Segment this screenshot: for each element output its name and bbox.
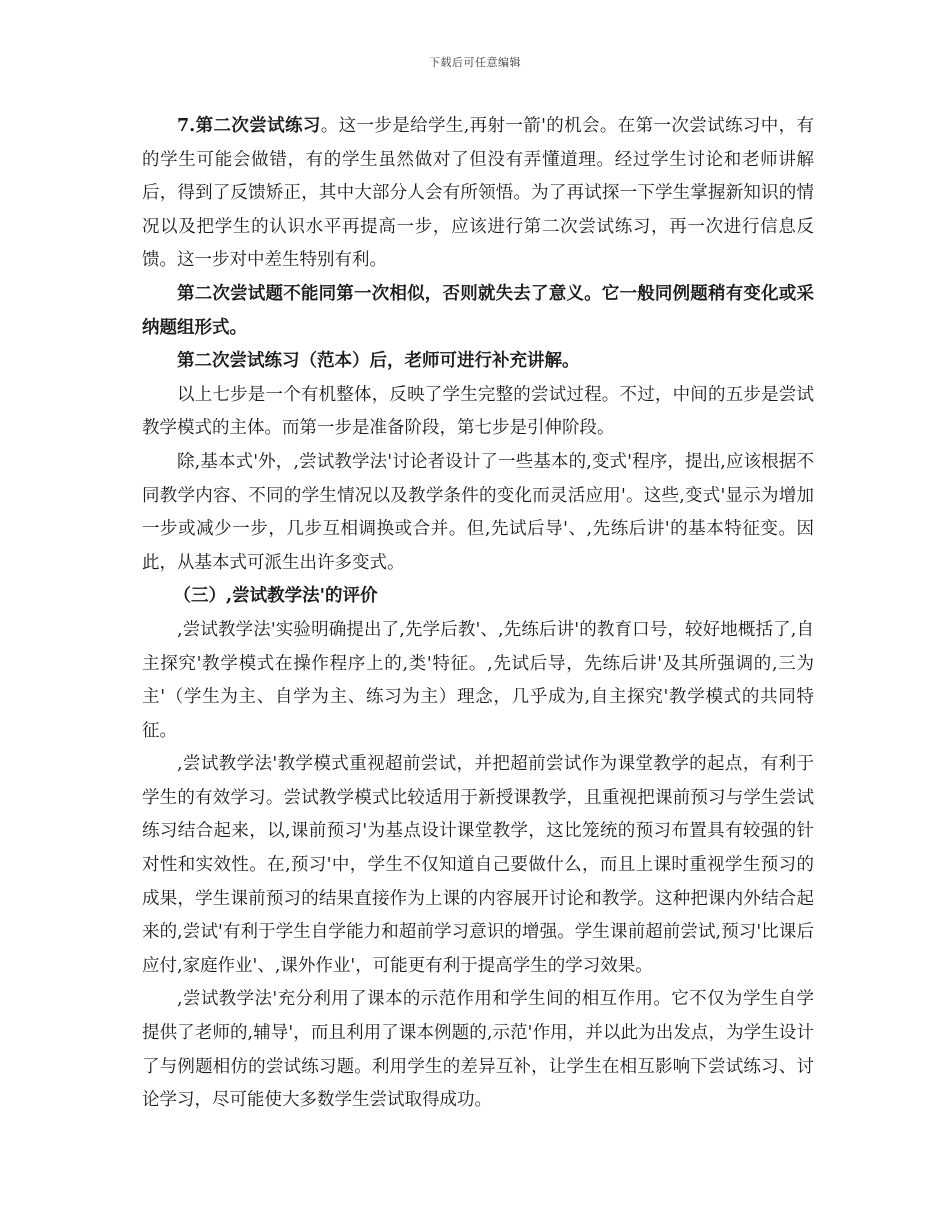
paragraph-evaluation-2: ,尝试教学法'教学模式重视超前尝试，并把超前尝试作为课堂教学的起点，有利于学生的有效学习。尝试教学模式比较适用于新授课教学，且重视把课前预习与学生尝试练习结合起来，以,课前预习'为基点设计课堂教学，这比笼统的预习布置具有较强的针对性和实效性。在,预习'中，学生不仅知道自己要做什么，而且上课时重视学生预习的成果，学生课前预习的结果直接作为上课的内容展开讨论和教学。这种把课内外结合起来的,尝试'有利于学生自学能力和超前学习意识的增强。学生课前超前尝试,预习'比课后应付,家庭作业'、,课外作业'，可能更有利于提高学生的学习效果。 — [142, 754, 814, 976]
paragraph-seven-steps-summary: 以上七步是一个有机整体，反映了学生完整的尝试过程。不过，中间的五步是尝试教学模式的主体。而第一步是准备阶段，第七步是引伸阶段。 — [142, 384, 814, 439]
document-body — [142, 110, 814, 1118]
paragraph-variants: 除,基本式'外，,尝试教学法'讨论者设计了一些基本的,变式'程序，提出,应该根据不同教学内容、不同的学生情况以及教学条件的变化而灵活应用'。这些,变式'显示为增加一步或减少一步，几步互相调换或合并。但,先试后导'、,先练后讲'的基本特征变。因此，从基本式可派生出许多变式。 — [142, 451, 814, 573]
paragraph-evaluation-1: ,尝试教学法'实验明确提出了,先学后教'、,先练后讲'的教育口号，较好地概括了,自主探究'教学模式在操作程序上的,类'特征。,先试后导，先练后讲'及其所强调的,三为主'（学生为主、自学为主、练习为主）理念，几乎成为,自主探究'教学模式的共同特征。 — [142, 619, 814, 741]
paragraph-second-attempt-rule: 第二次尝试题不能同第一次相似，否则就失去了意义。它一般同例题稍有变化或采纳题组形式。 — [142, 283, 814, 338]
page-header: 下载后可任意编辑 — [429, 56, 521, 69]
paragraph-evaluation-3: ,尝试教学法'充分利用了课本的示范作用和学生间的相互作用。它不仅为学生自学提供了老师的,辅导'，而且利用了课本例题的,示范'作用，并以此为出发点，为学生设计了与例题相仿的尝试练习题。利用学生的差异互补，让学生在相互影响下尝试练习、讨论学习，尽可能使大多数学生尝试取得成功。 — [142, 989, 814, 1111]
paragraph-step-seven — [142, 110, 814, 278]
paragraph-supplementary-explanation: 第二次尝试练习（范本）后，老师可进行补充讲解。 — [177, 351, 580, 372]
section-heading-evaluation: （三）,尝试教学法'的评价 — [173, 586, 378, 607]
step-seven-text: 。这一步是给学生,再射一箭'的机会。在第一次尝试练习中，有的学生可能会做错，有的学生虽然做对了但没有弄懂道理。经过学生讨论和老师讲解后，得到了反馈矫正，其中大部分人会有所领悟。为了再试探一下学生掌握新知识的情况以及把学生的认识水平再提高一步，应该进行第二次尝试练习，再一次进行信息反馈。这一步对中差生特别有利。 — [142, 116, 814, 271]
step-seven-title: 7.第二次尝试练习 — [177, 116, 321, 136]
